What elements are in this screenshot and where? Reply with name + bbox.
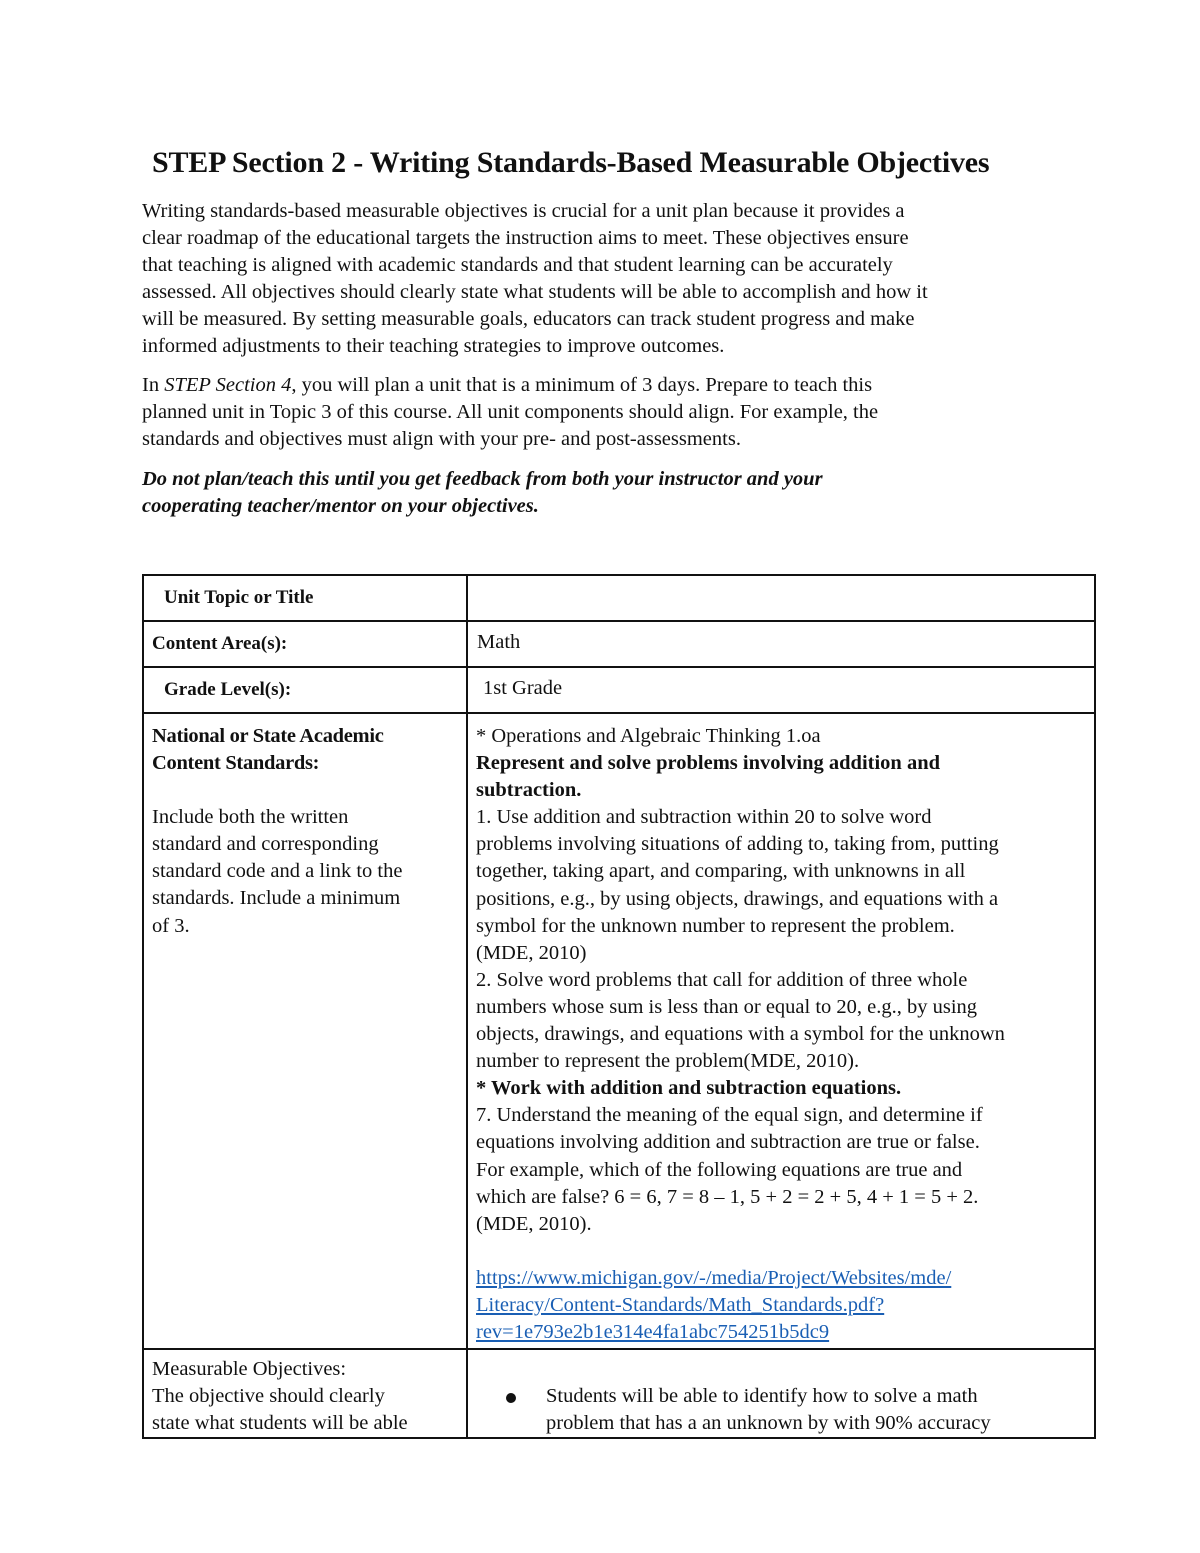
objective-text <box>546 1383 991 1437</box>
standard-text-line: 1. Use addition and subtraction within 20 to solve word <box>476 806 932 829</box>
standards-heading-line: Content Standards: <box>152 752 320 775</box>
step-line: standards and objectives must align with your pre- and post-assessments. <box>142 428 741 450</box>
step-line <box>142 372 1062 399</box>
standard-text-line: (MDE, 2010). <box>476 1212 592 1235</box>
standard-cluster-heading: subtraction. <box>476 779 582 802</box>
intro-line: clear roadmap of the educational targets the instruction aims to meet. These objectives ensure <box>142 227 909 249</box>
unit-topic-value-cell[interactable] <box>467 575 1095 621</box>
objectives-label-cell <box>143 1349 467 1438</box>
standard-text-line: (MDE, 2010) <box>476 941 587 964</box>
objectives-value-cell[interactable] <box>467 1349 1095 1438</box>
standard-cluster-heading: Represent and solve problems involving addition and <box>476 752 941 775</box>
standards-description-line: Include both the written <box>152 806 349 829</box>
standards-description-line: standards. Include a minimum <box>152 887 401 910</box>
objective-line: problem that has a an unknown by with 90% accuracy <box>546 1412 991 1435</box>
intro-line: will be measured. By setting measurable goals, educators can track student progress and make <box>142 308 915 330</box>
standards-heading-line: National or State Academic <box>152 725 384 747</box>
spacer <box>476 1238 1086 1265</box>
standard-text-line: together, taking apart, and comparing, with unknowns in all <box>476 860 966 883</box>
grade-level-value-cell[interactable] <box>467 667 1095 713</box>
standards-description-line: standard and corresponding <box>152 833 379 856</box>
step-line1-rest: , you will plan a unit that is a minimum of 3 days. Prepare to teach this <box>291 374 873 396</box>
page-title: STEP Section 2 - Writing Standards-Based Measurable Objectives <box>152 146 990 179</box>
step-paragraph <box>142 372 1062 453</box>
grade-level-label-cell <box>143 667 467 713</box>
standards-description-line: of 3. <box>152 914 190 937</box>
objectives-label-line: Measurable Objectives: <box>152 1358 347 1381</box>
standard-text-line: For example, which of the following equations are true and <box>476 1158 963 1181</box>
table-row-unit-topic <box>143 575 1095 621</box>
standard-text-line: 7. Understand the meaning of the equal sign, and determine if <box>476 1104 983 1127</box>
unit-topic-label-cell <box>143 575 467 621</box>
content-area-label: Content Area(s): <box>152 633 288 654</box>
intro-line: Writing standards-based measurable objectives is crucial for a unit plan because it provides a <box>142 200 905 222</box>
table-row-objectives <box>143 1349 1095 1438</box>
grade-level-value: 1st Grade <box>483 677 563 699</box>
standard-text-line: equations involving addition and subtraction are true or false. <box>476 1131 980 1154</box>
standard-text-line: problems involving situations of adding to, taking from, putting <box>476 833 999 856</box>
table-row-standards <box>143 713 1095 1349</box>
standard-text-line: positions, e.g., by using objects, drawings, and equations with a <box>476 887 999 910</box>
content-area-value-cell[interactable] <box>467 621 1095 667</box>
step-section-reference: STEP Section 4 <box>164 374 292 396</box>
standards-description-line: standard code and a link to the <box>152 860 403 883</box>
warning-line: Do not plan/teach this until you get feedback from both your instructor and your <box>142 468 823 490</box>
standard-text-line: symbol for the unknown number to represent the problem. <box>476 914 955 937</box>
objectives-label-line: The objective should clearly <box>152 1385 385 1408</box>
objective-list-item <box>476 1383 1086 1437</box>
intro-line: informed adjustments to their teaching strategies to improve outcomes. <box>142 335 725 357</box>
content-area-value: Math <box>477 631 521 653</box>
standard-text-line: 2. Solve word problems that call for addition of three whole <box>476 968 968 991</box>
standards-label-cell <box>143 713 467 1349</box>
intro-line: assessed. All objectives should clearly state what students will be able to accomplish and how it <box>142 281 928 303</box>
standards-link-line: Literacy/Content-Standards/Math_Standards.pdf? <box>476 1293 885 1316</box>
intro-paragraph <box>142 198 1062 360</box>
standard-cluster-heading: * Work with addition and subtraction equations. <box>476 1077 902 1100</box>
objective-line: Students will be able to identify how to solve a math <box>546 1385 978 1408</box>
unit-topic-value <box>476 576 1086 585</box>
standard-text-line: number to represent the problem(MDE, 2010). <box>476 1050 860 1073</box>
warning-line: cooperating teacher/mentor on your objectives. <box>142 495 539 517</box>
intro-line: that teaching is aligned with academic standards and that student learning can be accurately <box>142 254 893 276</box>
table-row-grade-level <box>143 667 1095 713</box>
content-area-label-cell <box>143 621 467 667</box>
grade-level-label: Grade Level(s): <box>164 679 292 700</box>
objectives-label-line: state what students will be able <box>152 1412 408 1435</box>
unit-topic-label: Unit Topic or Title <box>164 587 314 608</box>
standards-link[interactable] <box>476 1265 1086 1346</box>
standard-domain-line: * Operations and Algebraic Thinking 1.oa <box>476 725 821 747</box>
standard-text-line: which are false? 6 = 6, 7 = 8 – 1, 5 + 2 = 2 + 5, 4 + 1 = 5 + 2. <box>476 1185 979 1208</box>
step-line: planned unit in Topic 3 of this course. All unit components should align. For example, the <box>142 401 879 423</box>
bullet-icon <box>506 1393 516 1403</box>
standard-text-line: numbers whose sum is less than or equal to 20, e.g., by using <box>476 995 978 1018</box>
warning-notice <box>142 466 1022 520</box>
standard-text-line: objects, drawings, and equations with a symbol for the unknown <box>476 1023 1005 1046</box>
standards-description <box>152 804 458 939</box>
unit-plan-table <box>142 574 1096 1439</box>
step-prefix: In <box>142 374 165 396</box>
table-row-content-area <box>143 621 1095 667</box>
standards-link-line: https://www.michigan.gov/-/media/Project/Websites/mde/ <box>476 1266 952 1289</box>
standards-value-cell[interactable] <box>467 713 1095 1349</box>
standards-link-line: rev=1e793e2b1e314e4fa1abc754251b5dc9 <box>476 1320 830 1343</box>
